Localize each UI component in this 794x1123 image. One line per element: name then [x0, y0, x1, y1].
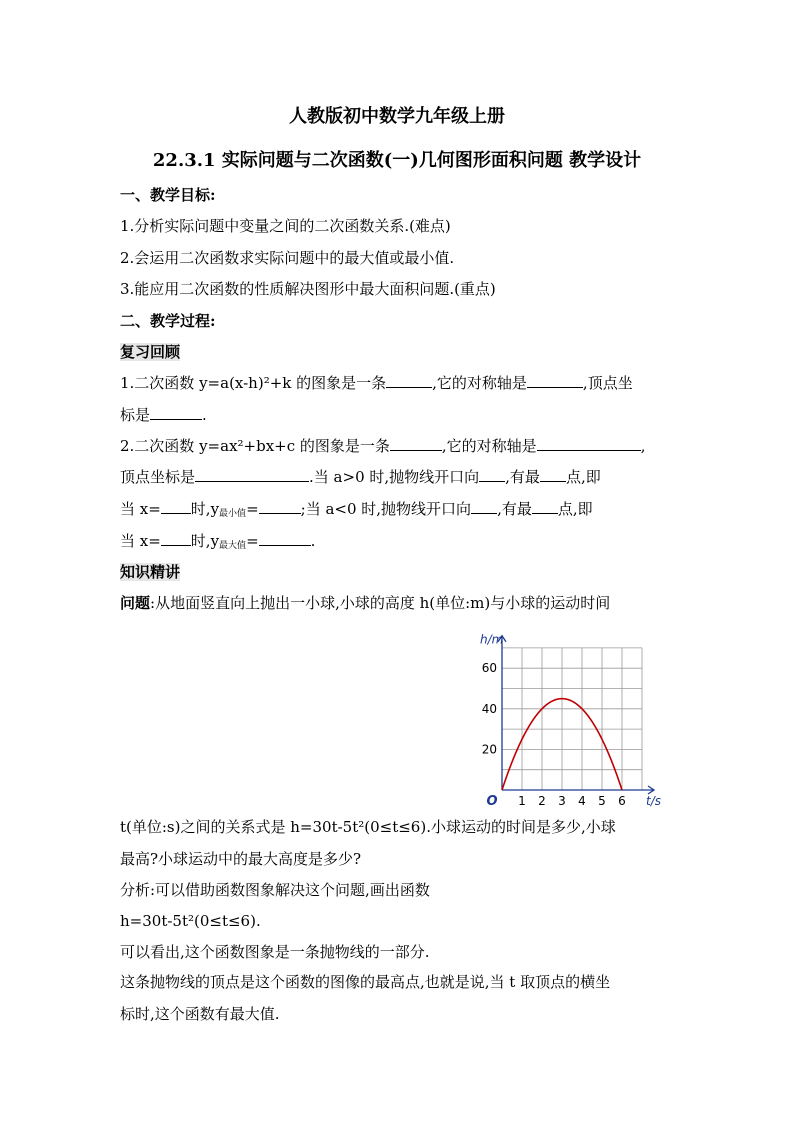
fill-blank: [161, 499, 191, 514]
analysis-line1: 分析:可以借助函数图象解决这个问题,画出函数: [120, 881, 430, 899]
x-tick-label: 1: [518, 794, 526, 808]
review-heading: [120, 341, 180, 363]
section2-heading: 二、教学过程:: [120, 312, 216, 330]
analysis-line4: 这条抛物线的顶点是这个函数的图像的最高点,也就是说,当 t 取顶点的横坐: [120, 973, 611, 991]
fill-blank: [471, 499, 497, 514]
fill-blank: [386, 373, 432, 388]
fill-blank: [537, 436, 641, 451]
x-tick-label: 2: [538, 794, 546, 808]
parabola-chart: [478, 628, 678, 812]
x-axis-label: t/s: [646, 794, 661, 808]
objective-item: 3.能应用二次函数的性质解决图形中最大面积问题.(重点): [120, 280, 496, 298]
analysis-line5: 标时,这个函数有最大值.: [120, 1005, 280, 1023]
y-tick-label: 60: [481, 661, 497, 676]
chart-axes: [498, 636, 654, 794]
x-tick-label: 3: [558, 794, 566, 808]
origin-label: O: [486, 794, 498, 809]
fill-blank: [479, 467, 505, 482]
fill-blank: [532, 499, 558, 514]
review-q2-line4: 当 x= 时$,y_{最大值}=$ .: [120, 532, 316, 551]
knowledge-heading-text: 知识精讲: [120, 563, 181, 581]
problem-line3: 最高?小球运动中的最大高度是多少?: [120, 850, 362, 868]
analysis-line3: 可以看出,这个函数图象是一条抛物线的一部分.: [120, 943, 430, 961]
x-tick-label: 4: [578, 794, 586, 808]
fill-blank: [150, 405, 202, 420]
fill-blank: [195, 467, 309, 482]
problem-statement: 问题:从地面竖直向上抛出一小球,小球的高度 h(单位:m)与小球的运动时间: [120, 594, 611, 612]
fill-blank: [161, 531, 191, 546]
fill-blank: [259, 499, 301, 514]
problem-line2: t(单位:s)之间的关系式是 h=30t-5t²(0≤t≤6).小球运动的时间是多少,小球: [120, 818, 616, 836]
review-q2-line3: 当 x= 时$,y_{最小值}=$ ;当 a<0 时,抛物线开口向 ,有最 点,即: [120, 500, 593, 519]
chart-grid: [502, 648, 642, 790]
fill-blank: [259, 531, 311, 546]
section1-heading: 一、教学目标:: [120, 186, 216, 204]
document-subtitle: 22.3.1 实际问题与二次函数(一)几何图形面积问题 教学设计: [152, 150, 642, 171]
review-q2-line2: 顶点坐标是 .当 a>0 时,抛物线开口向 ,有最 点,即: [120, 468, 601, 486]
objective-item: 2.会运用二次函数求实际问题中的最大值或最小值.: [120, 249, 455, 267]
x-tick-label: 5: [598, 794, 606, 808]
fill-blank: [527, 373, 583, 388]
review-q2-line1: 2.二次函数 y=ax²+bx+c 的图象是一条 ,它的对称轴是 ,: [120, 437, 646, 455]
y-axis-label: h/m: [480, 632, 504, 647]
chart-labels: [480, 633, 661, 809]
review-heading-text: 复习回顾: [120, 343, 181, 361]
document-title: 人教版初中数学九年级上册: [289, 106, 505, 127]
fill-blank: [540, 467, 566, 482]
knowledge-heading: [120, 561, 180, 583]
fill-blank: [390, 436, 442, 451]
analysis-line2: h=30t-5t²(0≤t≤6).: [120, 912, 261, 930]
review-q1-line2: 标是 .: [120, 406, 207, 424]
review-q1-line1: 1.二次函数 y=a(x-h)²+k 的图象是一条 ,它的对称轴是 ,顶点坐: [120, 374, 633, 392]
objective-item: 1.分析实际问题中变量之间的二次函数关系.(难点): [120, 217, 451, 235]
y-tick-label: 20: [481, 742, 497, 757]
y-tick-label: 40: [481, 701, 497, 716]
x-tick-label: 6: [618, 794, 626, 808]
